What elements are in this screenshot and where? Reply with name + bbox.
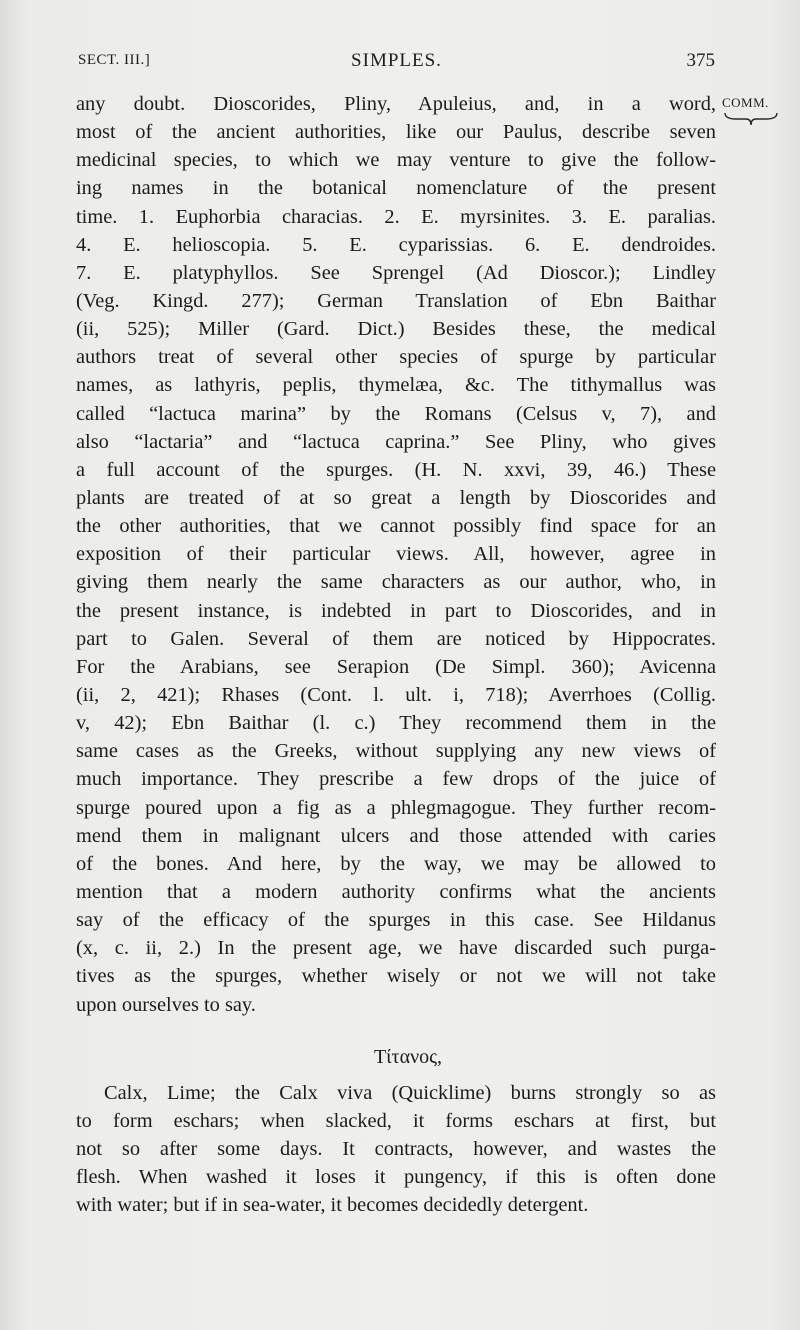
paragraph-spurges: [76, 90, 716, 1019]
margin-brace-icon: [724, 112, 778, 126]
page-title: SIMPLES.: [351, 50, 442, 71]
text-line: much importance. They prescribe a few drops of the juice of: [76, 768, 716, 791]
text-line: part to Galen. Several of them are noticed by Hippocrates.: [76, 627, 716, 650]
text-line: names, as lathyris, peplis, thymelæa, &c. The tithymallus was: [76, 374, 716, 397]
text-line: the other authorities, that we cannot possibly find space for an: [76, 515, 716, 538]
section-marker: SECT. III.]: [78, 52, 151, 68]
text-line: most of the ancient authorities, like our Paulus, describe seven: [76, 121, 716, 144]
text-line: upon ourselves to say.: [76, 993, 256, 1016]
text-line: (x, c. ii, 2.) In the present age, we have discarded such purga-: [76, 937, 716, 960]
text-line: to form eschars; when slacked, it forms eschars at first, but: [76, 1109, 716, 1132]
text-line: (ii, 2, 421); Rhases (Cont. l. ult. i, 718); Averrhoes (Collig.: [76, 683, 716, 706]
text-line: a full account of the spurges. (H. N. xxvi, 39, 46.) These: [76, 458, 716, 481]
running-head: [78, 50, 715, 74]
text-line: 7. E. platyphyllos. See Sprengel (Ad Dioscor.); Lindley: [76, 261, 716, 284]
text-line: flesh. When washed it loses it pungency, if this is often done: [76, 1166, 716, 1189]
text-line: tives as the spurges, whether wisely or not we will not take: [76, 965, 716, 988]
text-line: not so after some days. It contracts, however, and wastes the: [76, 1137, 716, 1160]
text-line: mention that a modern authority confirms what the ancients: [76, 880, 716, 903]
text-line: with water; but if in sea-water, it becomes decidedly detergent.: [76, 1194, 589, 1217]
main-text: [76, 90, 716, 1219]
text-line: plants are treated of at so great a length by Dioscorides and: [76, 486, 716, 509]
text-line: ing names in the botanical nomenclature of the present: [76, 177, 716, 200]
text-line: (ii, 525); Miller (Gard. Dict.) Besides these, the medical: [76, 318, 716, 341]
text-line: time. 1. Euphorbia characias. 2. E. myrsinites. 3. E. paralias.: [76, 205, 716, 228]
section-heading: Τίτανος,: [373, 1045, 443, 1068]
text-line: v, 42); Ebn Baithar (l. c.) They recommend them in the: [76, 712, 716, 735]
paragraph-lime: [76, 1079, 716, 1220]
text-line: the present instance, is indebted in part to Dioscorides, and in: [76, 599, 716, 622]
text-line: exposition of their particular views. All, however, agree in: [76, 543, 716, 566]
text-line: same cases as the Greeks, without supplying any new views of: [76, 740, 716, 763]
margin-note-comm: COMM.: [722, 95, 769, 110]
text-line: (Veg. Kingd. 277); German Translation of Ebn Baithar: [76, 289, 716, 312]
text-line: mend them in malignant ulcers and those attended with caries: [76, 824, 716, 847]
text-line: 4. E. helioscopia. 5. E. cyparissias. 6. E. dendroides.: [76, 233, 716, 256]
text-line: any doubt. Dioscorides, Pliny, Apuleius, and, in a word,: [76, 93, 716, 115]
text-line: spurge poured upon a fig as a phlegmagogue. They further recom-: [76, 796, 716, 819]
text-line: giving them nearly the same characters as our author, who, in: [76, 571, 716, 594]
text-line: For the Arabians, see Serapion (De Simpl. 360); Avicenna: [76, 655, 716, 678]
text-line: say of the efficacy of the spurges in this case. See Hildanus: [76, 909, 716, 932]
text-line: also “lactaria” and “lactuca caprina.” See Pliny, who gives: [76, 430, 716, 453]
text-line: Calx, Lime; the Calx viva (Quicklime) burns strongly so as: [104, 1081, 716, 1104]
page-number: 375: [686, 50, 715, 71]
text-line: called “lactuca marina” by the Romans (Celsus v, 7), and: [76, 402, 716, 425]
text-line: authors treat of several other species of spurge by particular: [76, 346, 716, 369]
text-line: medicinal species, to which we may venture to give the follow-: [76, 149, 716, 172]
text-line: of the bones. And here, by the way, we may be allowed to: [76, 852, 716, 875]
